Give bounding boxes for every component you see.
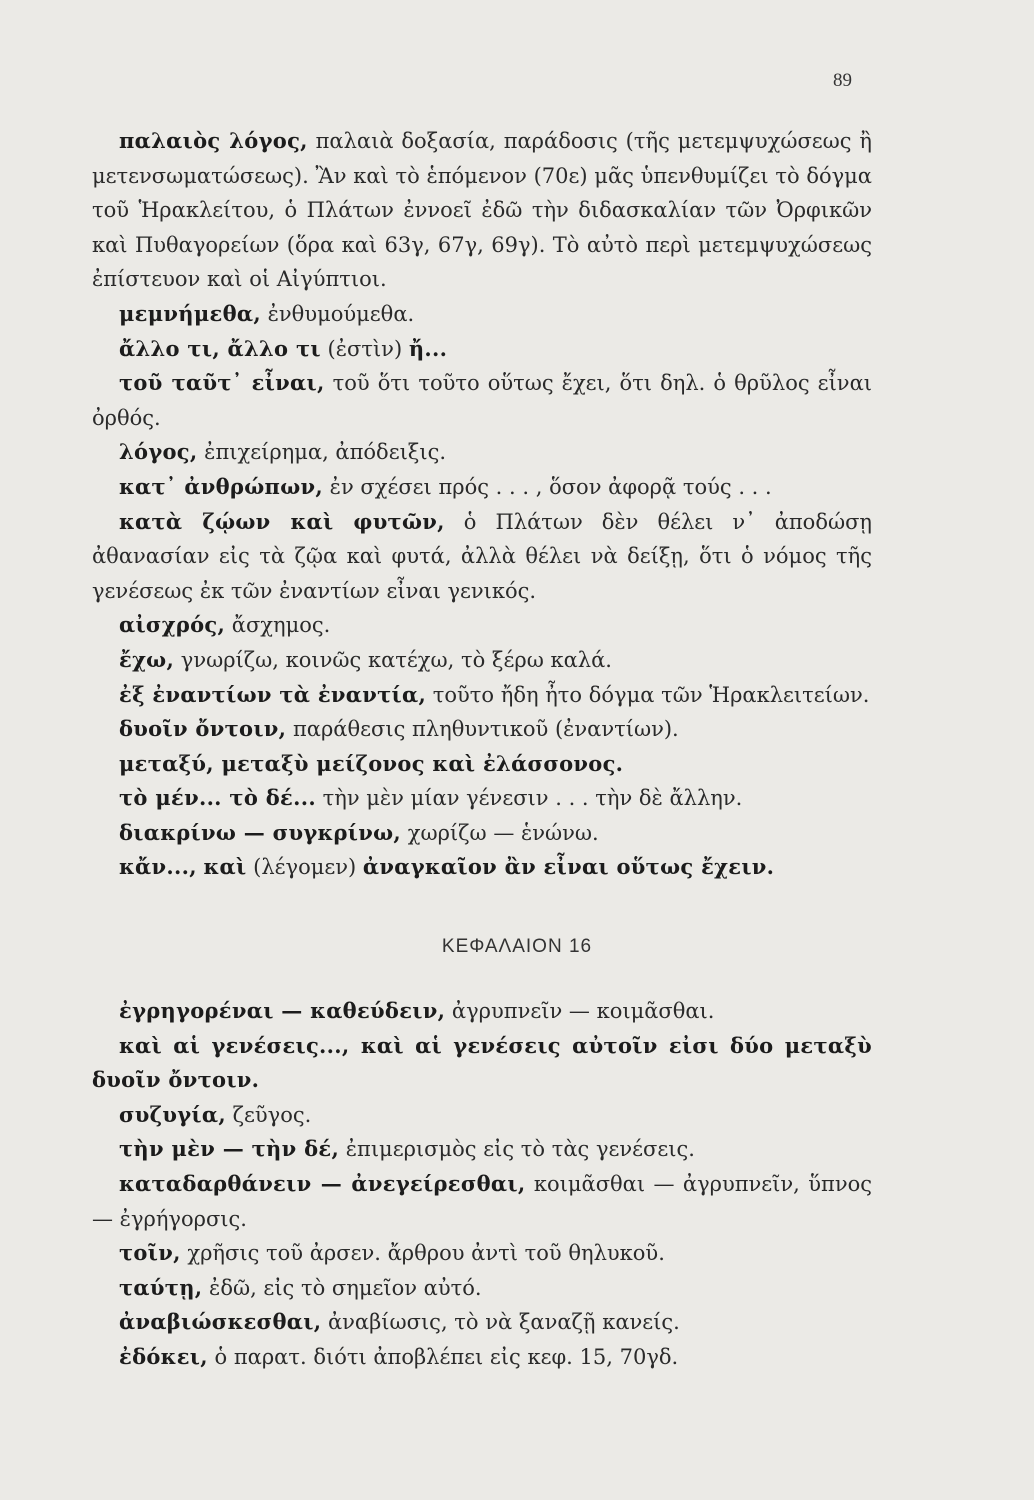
entry-diakrino [92,816,872,851]
entry-dyoin-ontoin [92,712,872,747]
lemma: διακρίνω — συγκρίνω, [119,819,402,845]
lemma: ἤ... [408,335,448,361]
lemma: ἄλλο τι, ἄλλο τι [119,335,321,361]
gloss: γνωρίζω, κοινῶς κατέχω, τὸ ξέρω καλά. [174,647,612,672]
entry-logos [92,435,872,470]
entry-kai-ai-geneseis [92,1029,872,1098]
gloss: ἐνθυμούμεθα. [260,301,415,326]
lemma: κατ᾽ ἀνθρώπων, [119,473,323,499]
gloss: χωρίζω — ἑνώνω. [401,820,599,845]
gloss: ἄσχημος. [225,613,331,638]
lemma: μεμνήμεθα, [119,300,261,326]
entry-metaxy [92,747,872,782]
gloss: ὁ παρατ. διότι ἀποβλέπει εἰς κεφ. 15, 70γδ. [207,1344,679,1369]
lemma: κατὰ ζῴων καὶ φυτῶν, [119,508,445,534]
entry-taute [92,1271,872,1306]
lemma: δυοῖν ὄντοιν, [119,716,287,742]
entry-aischros [92,608,872,643]
gloss: τοῦτο ἤδη ἦτο δόγμα τῶν Ἡρακλειτείων. [426,682,870,707]
gloss: τοῦ ὅτι τοῦτο οὕτως ἔχει, ὅτι δηλ. ὁ θρῦλος εἶναι ὀρθός. [92,371,872,430]
entry-katadarthanein [92,1167,872,1236]
lemma: κἄν..., [119,854,197,880]
gloss: (ἐστὶν) [320,336,409,361]
gloss: παράθεσις πληθυντικοῦ (ἐναντίων). [286,717,679,742]
gloss: ἐπιμερισμὸς εἰς τὸ τὰς γενέσεις. [339,1137,695,1162]
lemma: τὸ μέν... τὸ δέ... [119,785,316,811]
gloss: ἐπιχείρημα, ἀπόδειξις. [197,440,447,465]
lemma: αἰσχρός, [119,612,226,638]
gloss: τὴν μὲν μίαν γένεσιν . . . τὴν δὲ ἄλλην. [315,786,743,811]
entry-ex-enantion [92,678,872,713]
entry-egregorenai [92,994,872,1029]
gloss: ἐδῶ, εἰς τὸ σημεῖον αὐτό. [202,1275,482,1300]
lemma: τοῦ ταῦτ᾽ εἶναι, [119,370,325,396]
lemma: μεταξύ, μεταξὺ μείζονος καὶ ἐλάσσονος. [119,750,624,776]
lemma: ἐδόκει, [119,1343,208,1369]
entry-anabioskesthai [92,1305,872,1340]
gloss: ζεῦγος. [225,1102,312,1127]
entry-syzygia [92,1098,872,1133]
lemma: τοῖν, [119,1240,181,1266]
gloss: ἐν σχέσει πρός . . . , ὅσον ἀφορᾷ τούς . . . [323,474,772,499]
entry-kata-zoon [92,505,872,609]
entry-ten-men-ten-de [92,1132,872,1167]
lemma: παλαιὸς λόγος, [119,128,308,153]
gloss: παλαιὰ δοξασία, παράδοσις (τῆς μετεμψυχώσεως ἢ μετενσωματώσεως). Ἂν καὶ τὸ ἑπόμενον (70ε) μᾶς ὑπενθυμίζει τὸ δόγμα τοῦ Ἡρακλείτου, ὁ Πλάτων ἐννοεῖ ἐδῶ τὴν διδασκαλίαν τῶν Ὀρφικῶν καὶ Πυθαγορείων (ὅρα καὶ 63γ, 67γ, 69γ). Τὸ αὐτὸ περὶ μετεμψυχώσεως ἐπίστευον καὶ οἱ Αἰγύπτιοι. [92,129,872,292]
gloss: ἀναβίωσις, τὸ νὰ ξαναζῇ κανείς. [321,1310,680,1335]
gloss [197,855,204,879]
lemma: καὶ [203,854,247,880]
gloss: ὁ Πλάτων δὲν θέλει ν᾽ ἀποδώσῃ ἀθανασίαν εἰς τὰ ζῷα καὶ φυτά, ἀλλὰ θέλει νὰ δείξῃ, ὅτι ὁ νόμος τῆς γενέσεως ἐκ τῶν ἐναντίων εἶναι γενικός. [92,509,872,603]
gloss: ἀγρυπνεῖν — κοιμᾶσθαι. [445,999,715,1023]
gloss: χρῆσις τοῦ ἀρσεν. ἄρθρου ἀντὶ τοῦ θηλυκοῦ. [180,1241,665,1266]
lemma: τὴν μὲν — τὴν δέ, [119,1136,340,1162]
commentary-top [92,124,872,885]
chapter-heading: ΚΕΦΑΛΑΙΟΝ 16 [441,936,593,957]
lemma: ἀναγκαῖον ἂν εἶναι οὕτως ἔχειν. [362,854,775,880]
lemma: καταδαρθάνειν — ἀνεγείρεσθαι, [119,1170,526,1196]
entry-kan [92,850,872,885]
page-number: 89 [833,70,852,91]
entry-to-men-to-de [92,781,872,816]
entry-palaios-logos [92,124,872,297]
commentary-bottom [92,994,872,1375]
lemma: ταύτῃ, [119,1274,203,1300]
lemma: ἀναβιώσκεσθαι, [119,1309,322,1335]
entry-edokei [92,1340,872,1375]
entry-toin [92,1236,872,1271]
entry-kat-anthropon [92,470,872,505]
gloss: κοιμᾶσθαι — ἀγρυπνεῖν, ὕπνος — ἐγρήγορσις. [92,1171,872,1231]
lemma: λόγος, [119,439,198,465]
entry-tou-taut-einai [92,366,872,435]
lemma: συζυγία, [119,1101,226,1127]
lemma: ἐγρηγορέναι — καθεύδειν, [119,998,446,1023]
entry-memnimetha [92,297,872,332]
lemma: καὶ αἱ γενέσεις..., καὶ αἱ γενέσεις αὐτοῖν εἰσι δύο μεταξὺ δυοῖν ὄντοιν. [92,1032,872,1093]
entry-echo [92,643,872,678]
gloss: (λέγομεν) [246,855,363,880]
lemma: ἔχω, [119,646,175,672]
lemma: ἐξ ἐναντίων τὰ ἐναντία, [119,681,427,707]
entry-allo-ti [92,332,872,367]
